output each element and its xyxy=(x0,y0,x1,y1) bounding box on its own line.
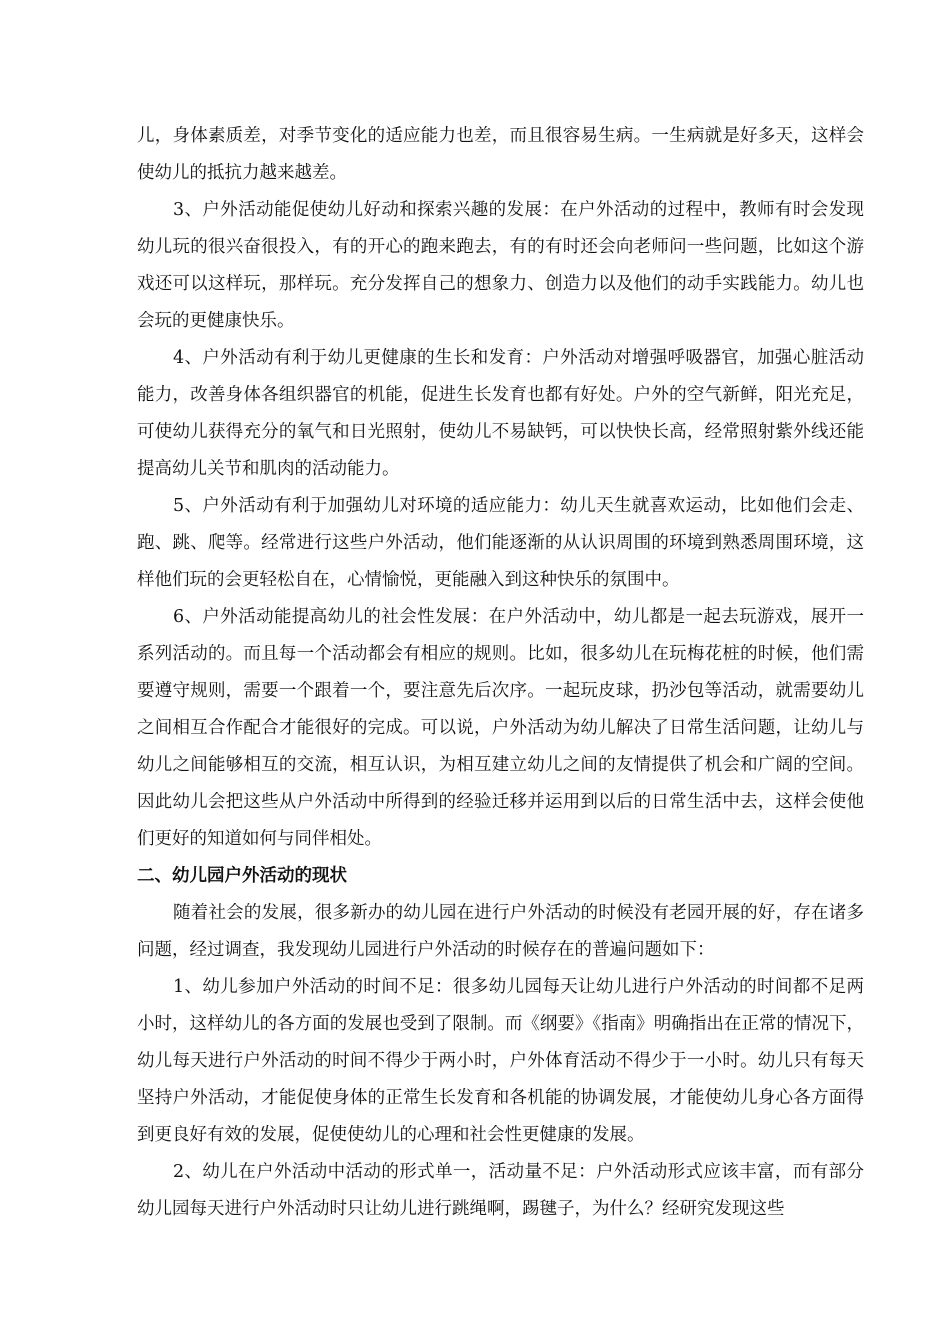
paragraph-point-4: 4、户外活动有利于幼儿更健康的生长和发育：户外活动对增强呼吸器官，加强心脏活动能力，改善身体各组织器官的机能，促进生长发育也都有好处。户外的空气新鲜，阳光充足，可使幼儿获得充分的氧气和日光照射，使幼儿不易缺钙，可以快快长高，经常照射紫外线还能提高幼儿关节和肌肉的活动能力。 xyxy=(137,348,864,479)
paragraph-point-6: 6、户外活动能提高幼儿的社会性发展：在户外活动中，幼儿都是一起去玩游戏，展开一系列活动的。而且每一个活动都会有相应的规则。比如，很多幼儿在玩梅花桩的时候，他们需要遵守规则，需要一个跟着一个，要注意先后次序。一起玩皮球，扔沙包等活动，就需要幼儿之间相互合作配合才能很好的完成。可以说，户外活动为幼儿解决了日常生活问题，让幼儿与幼儿之间能够相互的交流，相互认识，为相互建立幼儿之间的友情提供了机会和广阔的空间。因此幼儿会把这些从户外活动中所得到的经验迁移并运用到以后的日常生活中去，这样会使他们更好的知道如何与同伴相处。 xyxy=(137,607,864,849)
section-heading: 二、幼儿园户外活动的现状 xyxy=(137,866,347,886)
paragraph-point-5: 5、户外活动有利于加强幼儿对环境的适应能力：幼儿天生就喜欢运动，比如他们会走、跑、跳、爬等。经常进行这些户外活动，他们能逐渐的从认识周围的环境到熟悉周围环境，这样他们玩的会更轻松自在，心情愉悦，更能融入到这种快乐的氛围中。 xyxy=(137,496,864,590)
section-point-1: 1、幼儿参加户外活动的时间不足：很多幼儿园每天让幼儿进行户外活动的时间都不足两小时，这样幼儿的各方面的发展也受到了限制。而《纲要》《指南》明确指出在正常的情况下，幼儿每天进行户外活动的时间不得少于两小时，户外体育活动不得少于一小时。幼儿只有每天坚持户外活动，才能促使身体的正常生长发育和各机能的协调发展，才能使幼儿身心各方面得到更良好有效的发展，促使使幼儿的心理和社会性更健康的发展。 xyxy=(137,977,864,1145)
section-intro-paragraph: 随着社会的发展，很多新办的幼儿园在进行户外活动的时候没有老园开展的好，存在诸多问题，经过调查，我发现幼儿园进行户外活动的时候存在的普遍问题如下： xyxy=(137,903,864,960)
section-point-2: 2、幼儿在户外活动中活动的形式单一，活动量不足：户外活动形式应该丰富，而有部分幼儿园每天进行户外活动时只让幼儿进行跳绳啊，踢毽子，为什么？经研究发现这些 xyxy=(137,1162,864,1219)
document-page xyxy=(137,118,864,1228)
paragraph-continuation: 儿，身体素质差，对季节变化的适应能力也差，而且很容易生病。一生病就是好多天，这样会使幼儿的抵抗力越来越差。 xyxy=(137,126,864,183)
paragraph-point-3: 3、户外活动能促使幼儿好动和探索兴趣的发展：在户外活动的过程中，教师有时会发现幼儿玩的很兴奋很投入，有的开心的跑来跑去，有的有时还会向老师问一些问题，比如这个游戏还可以这样玩，那样玩。充分发挥自己的想象力、创造力以及他们的动手实践能力。幼儿也会玩的更健康快乐。 xyxy=(137,200,864,331)
